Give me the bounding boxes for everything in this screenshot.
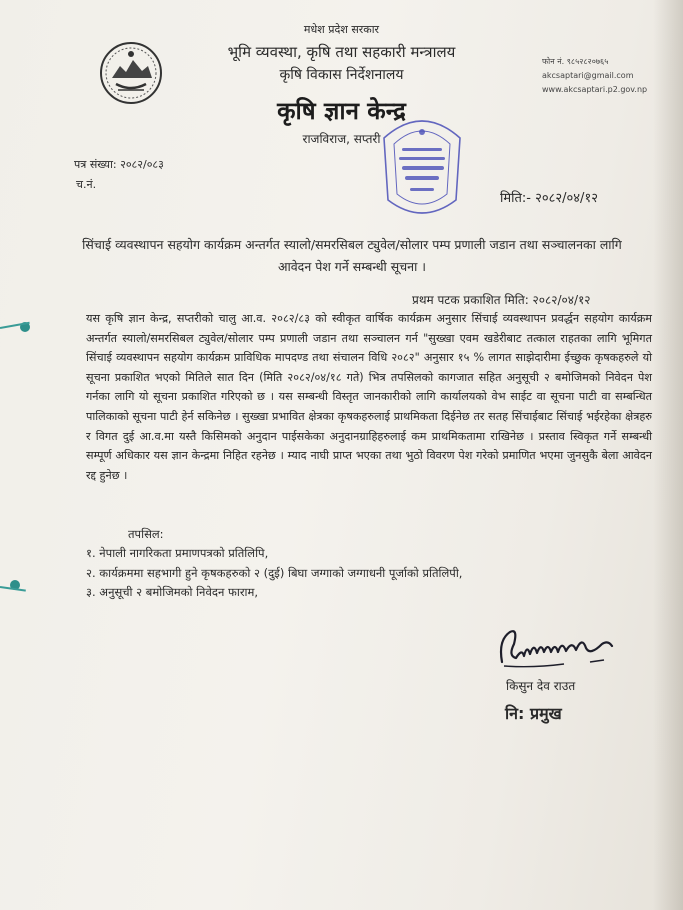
handwritten-signature — [494, 622, 618, 678]
binding-thread — [0, 586, 26, 592]
header-office-name: कृषि ज्ञान केन्द्र — [277, 97, 406, 125]
letter-number: पत्र संख्या: २०८२/०८३ — [74, 158, 164, 171]
annex-item: १. नेपाली नागरिकता प्रमाणपत्रको प्रतिलिपि, — [86, 546, 269, 560]
office-stamp — [372, 108, 472, 224]
header-directorate: कृषि विकास निर्देशनालय — [279, 67, 404, 83]
letter-date: मिति:- २०८२/०४/१२ — [500, 191, 598, 206]
signatory-title: नि: प्रमुख — [505, 704, 562, 723]
published-date: प्रथम पटक प्रकाशित मिति: २०८२/०४/१२ — [412, 293, 591, 307]
notice-body: यस कृषि ज्ञान केन्द्र, सप्तरीको चालु आ.व. २०८२/८३ को स्वीकृत वार्षिक कार्यक्रम अनुसार सिंचाई व्यवस्थापन प्रवर्द्धन सहयोग कार्यक्रम अन्तर्गत स्यालो/समरसिबल ट्युवेल/सोलार पम्प प्रणाली जडान तथा सञ्चालन गर्न "सुख्खा एवम खडेरीबाट तत्काल राहतका लागि भूमिगत सिंचाई व्यवस्थापन सहयोग कार्यक्रम प्राविधिक मापदण्ड तथा संचालन विधि २०८२" अनुसार १५ % लागत साझेदारीमा ईच्छुक कृषकहरुले यो सूचना प्रकाशित भएको मितिले सात दिन (मिति २०८२/०४/१८ गते) भित्र तपसिलको कागजात सहित अनुसूची २ बमोजिमको निवेदन पेश गर्नका लागि यो सूचना प्रकाशित गरिएको छ । यस सम्बन्धी विस्तृत जानकारीको लागि कार्यालयको वेभ साईट वा सूचना पाटी वा सम्बन्धित पालिकाको सूचना पाटी हेर्न सकिनेछ । सुख्खा प्रभावित क्षेत्रका कृषकहरुलाई प्राथमिकता दिईनेछ तर सतह सिंचाईबाट सिंचाई भईरहेका क्षेत्रहरु र विगत दुई आ.व.मा यस्तै किसिमको अनुदान पाईसकेका अनुदानग्राहिहरुलाई कम प्राथमिकतामा राखिनेछ । प्रस्ताव स्विकृत गर्ने सम्बन्धी सम्पूर्ण अधिकार यस ज्ञान केन्द्रमा निहित रहनेछ । म्याद नाघी प्राप्त भएका तथा भुठो विवरण पेश गरेको प्रमाणित भएमा जुनसुकै बेला आवेदन रद्द हुनेछ । — [86, 312, 652, 482]
annex-item: २. कार्यक्रममा सहभागी हुने कृषकहरुको २ (दुई) बिघा जग्गाको जग्गाधनी पूर्जाको प्रतिलिपी, — [86, 566, 463, 580]
annex-item: ३. अनुसूची २ बमोजिमको निवेदन फाराम, — [86, 585, 259, 599]
contact-phone: फोन नं. ९८५२८२०७६५ — [542, 57, 609, 66]
header-government: मधेश प्रदेश सरकार — [303, 23, 380, 36]
notice-subject: सिंचाई व्यवस्थापन सहयोग कार्यक्रम अन्तर्गत स्यालो/समरसिबल ट्युवेल/सोलार पम्प प्रणाली जडान तथा सञ्चालनका लागि आवेदन पेश गर्ने सम्बन्धी सूचना । — [82, 237, 622, 274]
annex-heading: तपसिल: — [128, 527, 164, 541]
signatory-name: किसुन देव राउत — [506, 679, 576, 693]
header-location: राजविराज, सप्तरी — [302, 132, 381, 146]
contact-email[interactable]: akcsaptari@gmail.com — [542, 71, 634, 80]
dispatch-number: च.नं. — [76, 178, 97, 191]
contact-website[interactable]: www.akcsaptari.p2.gov.np — [542, 85, 648, 94]
header-ministry: भूमि व्यवस्था, कृषि तथा सहकारी मन्त्रालय — [227, 43, 456, 61]
